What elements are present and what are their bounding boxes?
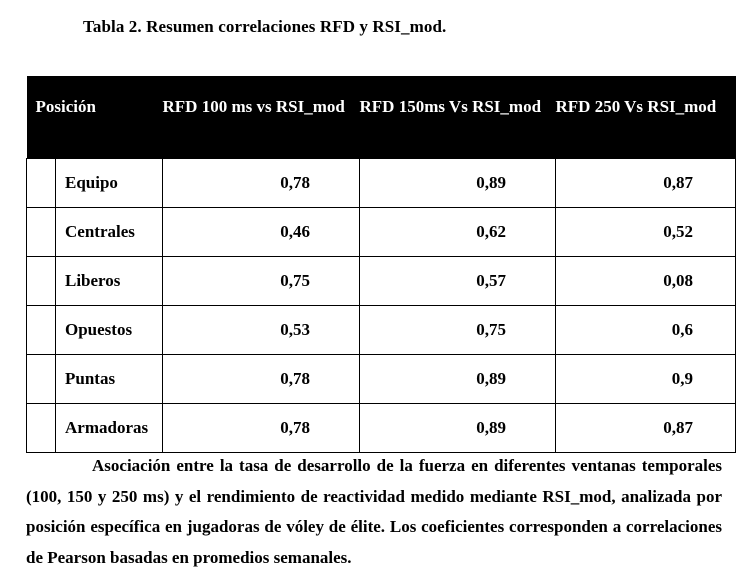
cell-rfd100: 0,78 bbox=[163, 403, 360, 452]
cell-rfd100: 0,46 bbox=[163, 207, 360, 256]
table-row bbox=[27, 158, 736, 207]
cell-position: Puntas bbox=[56, 354, 163, 403]
cell-rfd150: 0,89 bbox=[360, 354, 556, 403]
header-rfd100: RFD 100 ms vs RSI_mod bbox=[162, 97, 345, 116]
row-margin-cell bbox=[27, 256, 56, 305]
cell-rfd250: 0,87 bbox=[556, 403, 736, 452]
cell-rfd250: 0,87 bbox=[556, 158, 736, 207]
cell-rfd150: 0,89 bbox=[360, 158, 556, 207]
cell-rfd100: 0,53 bbox=[163, 305, 360, 354]
table-row bbox=[27, 403, 736, 452]
row-margin-cell bbox=[27, 207, 56, 256]
row-margin-cell bbox=[27, 354, 56, 403]
cell-rfd100: 0,75 bbox=[163, 256, 360, 305]
table-row bbox=[27, 256, 736, 305]
row-margin-cell bbox=[27, 305, 56, 354]
row-margin-cell bbox=[27, 403, 56, 452]
table-body bbox=[27, 158, 736, 452]
cell-rfd250: 0,52 bbox=[556, 207, 736, 256]
header-position: Posición bbox=[35, 97, 96, 116]
header-rfd150: RFD 150ms Vs RSI_mod bbox=[359, 97, 542, 116]
table-row bbox=[27, 207, 736, 256]
cell-rfd150: 0,75 bbox=[360, 305, 556, 354]
table-header bbox=[27, 76, 736, 158]
cell-rfd250: 0,6 bbox=[556, 305, 736, 354]
correlation-table bbox=[26, 76, 736, 453]
header-rfd250: RFD 250 Vs RSI_mod bbox=[555, 97, 717, 116]
cell-position: Centrales bbox=[56, 207, 163, 256]
cell-rfd150: 0,57 bbox=[360, 256, 556, 305]
cell-rfd250: 0,9 bbox=[556, 354, 736, 403]
table-row bbox=[27, 305, 736, 354]
cell-rfd100: 0,78 bbox=[163, 354, 360, 403]
table-row bbox=[27, 354, 736, 403]
row-margin-cell bbox=[27, 158, 56, 207]
cell-rfd100: 0,78 bbox=[163, 158, 360, 207]
cell-position: Liberos bbox=[56, 256, 163, 305]
cell-rfd150: 0,89 bbox=[360, 403, 556, 452]
cell-rfd250: 0,08 bbox=[556, 256, 736, 305]
cell-position: Opuestos bbox=[56, 305, 163, 354]
header-row bbox=[27, 76, 736, 158]
table-caption: Tabla 2. Resumen correlaciones RFD y RSI_mod. bbox=[83, 17, 447, 36]
table-note: Asociación entre la tasa de desarrollo de la fuerza en diferentes ventanas temporales (100, 150 y 250 ms) y el rendimiento de reactividad medido mediante RSI_mod, analizada por posición específica en jugadoras de vóley de élite. Los coeficientes corresponden a correlaciones de Pearson basadas en promedios semanales. bbox=[26, 456, 722, 567]
cell-position: Armadoras bbox=[56, 403, 163, 452]
cell-position: Equipo bbox=[56, 158, 163, 207]
cell-rfd150: 0,62 bbox=[360, 207, 556, 256]
